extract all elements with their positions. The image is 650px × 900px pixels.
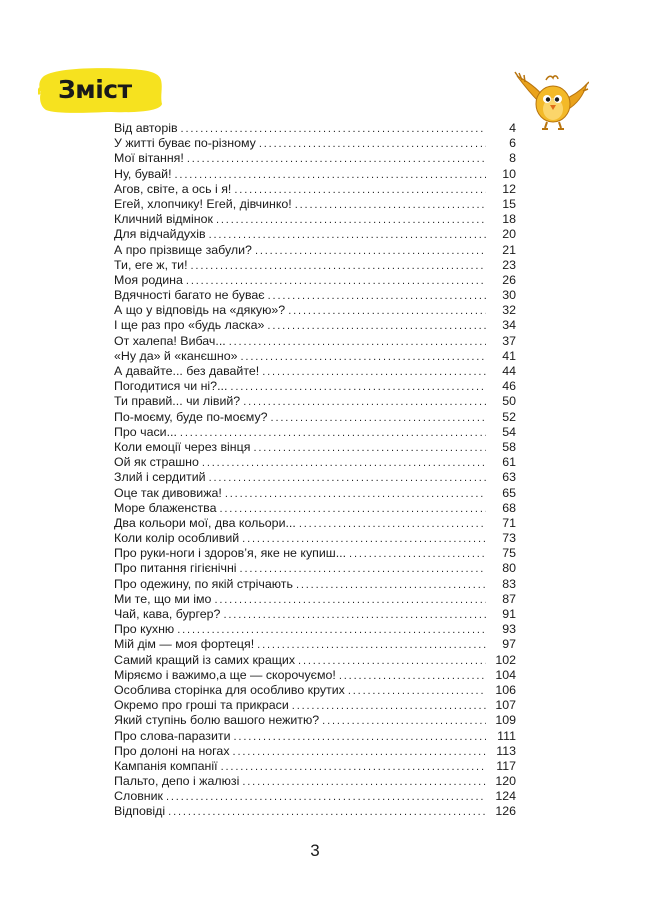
toc-entry-page: 26: [502, 272, 516, 287]
toc-entry-page: 87: [502, 591, 516, 606]
toc-entry: [114, 683, 516, 698]
toc-entry-page: 73: [502, 531, 516, 546]
dot-leader: [234, 183, 486, 198]
dot-leader: [229, 335, 486, 350]
toc-entry-page: 30: [502, 288, 516, 303]
toc-entry: [114, 470, 516, 485]
toc-entry-page: 126: [495, 804, 516, 819]
dot-leader: [271, 411, 486, 426]
toc-entry: [114, 622, 516, 637]
dot-leader: [230, 380, 486, 395]
toc-entry-page: 44: [502, 364, 516, 378]
toc-entry-title: Словник: [114, 789, 163, 804]
toc-entry-page: 83: [502, 576, 516, 591]
toc-entry-title: А давайте... без давайте!: [114, 364, 260, 378]
dot-leader: [175, 168, 486, 183]
toc-entry: [114, 577, 516, 592]
dot-leader: [225, 487, 486, 502]
dot-leader: [209, 471, 486, 486]
toc-entry-page: 93: [502, 622, 516, 637]
toc-entry-page: 117: [496, 758, 516, 773]
toc-entry: [114, 486, 516, 501]
toc-entry: [114, 729, 516, 744]
toc-entry: [114, 774, 516, 789]
dot-leader: [296, 578, 486, 593]
dot-leader: [209, 228, 486, 243]
toc-entry: [114, 182, 516, 197]
toc-entry: [114, 759, 516, 774]
dot-leader: [288, 304, 486, 319]
toc-entry-title: Про питання гігієнічні: [114, 561, 237, 576]
toc-entry-page: 37: [502, 333, 516, 348]
dot-leader: [186, 274, 486, 289]
toc-entry: [114, 607, 516, 622]
toc-entry-title: Кампанія компанії: [114, 758, 218, 773]
page-title: Зміст: [58, 75, 132, 104]
toc-entry-page: 15: [502, 196, 516, 211]
toc-entry: [114, 379, 516, 394]
toc-entry: [114, 243, 516, 258]
dot-leader: [255, 244, 486, 259]
dot-leader: [216, 213, 486, 228]
toc-entry-title: Коли емоції через вінця: [114, 439, 251, 454]
dot-leader: [242, 532, 486, 547]
toc-entry-title: Про слова-паразити: [114, 728, 231, 743]
toc-entry-page: 106: [495, 682, 516, 697]
toc-entry: [114, 501, 516, 516]
toc-entry-page: 50: [502, 394, 516, 409]
toc-entry: [114, 637, 516, 652]
toc-entry-title: Море блаженства: [114, 500, 217, 515]
toc-entry: [114, 425, 516, 440]
toc-entry-page: 63: [502, 470, 516, 485]
toc-entry-title: Про руки-ноги і здоров’я, яке не купиш...: [114, 546, 347, 561]
toc-entry-page: 97: [502, 637, 516, 652]
toc-entry-title: По-моєму, буде по-моєму?: [114, 409, 268, 424]
dot-leader: [257, 638, 486, 653]
toc-entry-page: 107: [495, 698, 516, 713]
toc-entry: [114, 516, 516, 531]
toc-entry: [114, 136, 516, 151]
toc-entry-page: 71: [502, 515, 516, 530]
dot-leader: [191, 259, 486, 274]
toc-entry: [114, 212, 516, 227]
toc-entry-page: 65: [502, 485, 516, 500]
toc-entry-title: Відповіді: [114, 804, 166, 819]
toc-entry: [114, 440, 516, 455]
toc-entry: [114, 698, 516, 713]
toc-entry-title: Від авторів: [114, 121, 178, 135]
toc-entry: [114, 197, 516, 212]
toc-entry-title: От халепа! Вибач...: [114, 333, 226, 348]
toc-entry-page: 10: [502, 166, 516, 181]
toc-entry: [114, 713, 516, 728]
bird-icon: [513, 66, 589, 136]
toc-entry: [114, 167, 516, 182]
toc-entry-title: Міряємо і важимо,а ще — скорочуємо!: [114, 667, 336, 682]
toc-entry-page: 91: [502, 607, 516, 621]
toc-entry: [114, 668, 516, 683]
toc-entry-page: 120: [495, 774, 516, 789]
toc-entry: [114, 531, 516, 546]
toc-entry-title: Окремо про гроші та прикраси: [114, 698, 289, 713]
toc-entry-title: Вдячності багато не буває: [114, 288, 265, 303]
dot-leader: [181, 122, 486, 137]
toc-heading: [38, 66, 164, 116]
dot-leader: [253, 441, 486, 456]
dot-leader: [223, 608, 486, 623]
toc-entry: [114, 121, 516, 136]
toc-entry-page: 34: [502, 318, 516, 333]
toc-entry-page: 52: [502, 409, 516, 424]
dot-leader: [234, 730, 487, 745]
toc-entry-title: Пальто, депо і жалюзі: [114, 774, 240, 789]
toc-entry-title: Ми те, що ми імо: [114, 591, 212, 606]
toc-entry-title: Оце так дивовижа!: [114, 485, 222, 500]
toc-entry-page: 102: [495, 652, 516, 667]
dot-leader: [322, 714, 486, 729]
toc-entry-page: 109: [495, 713, 516, 728]
toc-entry-title: «Ну да» й «канєшно»: [114, 348, 238, 363]
dot-leader: [166, 790, 486, 805]
toc-entry-page: 46: [502, 379, 516, 394]
dot-leader: [299, 517, 486, 532]
toc-entry-page: 58: [502, 439, 516, 454]
toc-entry-page: 8: [509, 151, 516, 166]
toc-entry-title: Чай, кава, бургер?: [114, 607, 221, 621]
dot-leader: [268, 289, 486, 304]
toc-entry: [114, 592, 516, 607]
dot-leader: [262, 365, 486, 380]
toc-entry-page: 111: [497, 728, 516, 743]
dot-leader: [168, 805, 486, 820]
dot-leader: [348, 684, 486, 699]
toc-entry-title: Кличний відмінок: [114, 212, 213, 227]
dot-leader: [295, 198, 486, 213]
toc-entry-title: Моя родина: [114, 272, 183, 287]
toc-entry-page: 80: [502, 561, 516, 576]
dot-leader: [240, 562, 486, 577]
toc-entry-page: 68: [502, 500, 516, 515]
dot-leader: [202, 456, 486, 471]
toc-entry-title: І ще раз про «будь ласка»: [114, 318, 265, 333]
toc-entry-title: Особлива сторінка для особливо крутих: [114, 682, 345, 697]
toc-entry-title: Егей, хлопчику! Егей, дівчинко!: [114, 196, 292, 211]
toc-entry-title: Ти правий... чи лівий?: [114, 394, 241, 409]
dot-leader: [298, 654, 486, 669]
toc-entry-page: 12: [502, 181, 516, 196]
toc-entry-title: Коли колір особливий: [114, 531, 240, 546]
toc-entry-title: Про одежину, по якій стрічають: [114, 576, 293, 591]
toc-entry-page: 61: [502, 455, 516, 470]
toc-entry: [114, 804, 516, 819]
dot-leader: [243, 395, 486, 410]
dot-leader: [177, 623, 486, 638]
toc-entry-page: 54: [502, 424, 516, 439]
toc-entry: [114, 258, 516, 273]
toc-entry-page: 104: [495, 667, 516, 682]
toc-entry-page: 20: [502, 227, 516, 242]
dot-leader: [187, 152, 486, 167]
toc-entry-title: Про кухню: [114, 622, 175, 637]
toc-entry-title: А що у відповідь на «дякую»?: [114, 303, 286, 318]
dot-leader: [241, 350, 486, 365]
dot-leader: [292, 699, 486, 714]
toc-entry-title: Ну, бувай!: [114, 166, 172, 181]
toc-entry-page: 4: [509, 121, 516, 135]
toc-entry: [114, 561, 516, 576]
toc-entry: [114, 789, 516, 804]
toc-entry: [114, 364, 516, 379]
toc-entry-title: А про прізвище забули?: [114, 242, 252, 257]
dot-leader: [233, 745, 486, 760]
toc-entry-title: Мої вітання!: [114, 151, 184, 166]
toc-entry-page: 113: [496, 743, 516, 758]
toc-entry-title: Агов, світе, а ось і я!: [114, 181, 232, 196]
toc-entry-page: 124: [495, 789, 516, 804]
toc-entry-title: Ти, еге ж, ти!: [114, 257, 188, 272]
toc-entry: [114, 349, 516, 364]
toc-entry-page: 23: [502, 257, 516, 272]
toc-entry-page: 18: [502, 212, 516, 227]
toc-entry-title: Який ступінь болю вашого нежитю?: [114, 713, 320, 728]
toc-entry-title: Мій дім — моя фортеця!: [114, 637, 255, 652]
toc-entry: [114, 410, 516, 425]
toc-entry-title: Про долоні на ногах: [114, 743, 230, 758]
toc-entry-page: 21: [502, 242, 516, 257]
toc-entry-title: Злий і сердитий: [114, 470, 206, 485]
toc-entry: [114, 744, 516, 759]
toc-entry: [114, 303, 516, 318]
toc-entry: [114, 227, 516, 242]
table-of-contents: [114, 121, 516, 820]
toc-entry-page: 32: [502, 303, 516, 318]
dot-leader: [349, 547, 486, 562]
dot-leader: [259, 137, 486, 152]
dot-leader: [219, 502, 486, 517]
toc-entry-title: Про часи...: [114, 424, 177, 439]
toc-entry-page: 41: [502, 348, 516, 363]
toc-entry-title: Самий кращий із самих кращих: [114, 652, 296, 667]
toc-entry-page: 6: [509, 136, 516, 151]
dot-leader: [214, 593, 486, 608]
toc-entry: [114, 288, 516, 303]
toc-entry: [114, 273, 516, 288]
toc-entry-page: 75: [502, 546, 516, 561]
toc-entry: [114, 334, 516, 349]
toc-entry: [114, 546, 516, 561]
toc-entry: [114, 394, 516, 409]
dot-leader: [221, 760, 486, 775]
toc-entry: [114, 151, 516, 166]
page-number: 3: [310, 841, 320, 860]
toc-entry: [114, 455, 516, 470]
dot-leader: [242, 775, 486, 790]
toc-entry: [114, 653, 516, 668]
dot-leader: [180, 426, 486, 441]
toc-entry-title: У житті буває по-різному: [114, 136, 256, 151]
toc-entry-title: Ой як страшно: [114, 455, 199, 470]
toc-entry: [114, 318, 516, 333]
dot-leader: [339, 669, 486, 684]
toc-entry-title: Погодитися чи ні?...: [114, 379, 228, 394]
toc-entry-title: Для відчайдухів: [114, 227, 206, 242]
dot-leader: [267, 319, 486, 334]
toc-entry-title: Два кольори мої, два кольори...: [114, 515, 296, 530]
